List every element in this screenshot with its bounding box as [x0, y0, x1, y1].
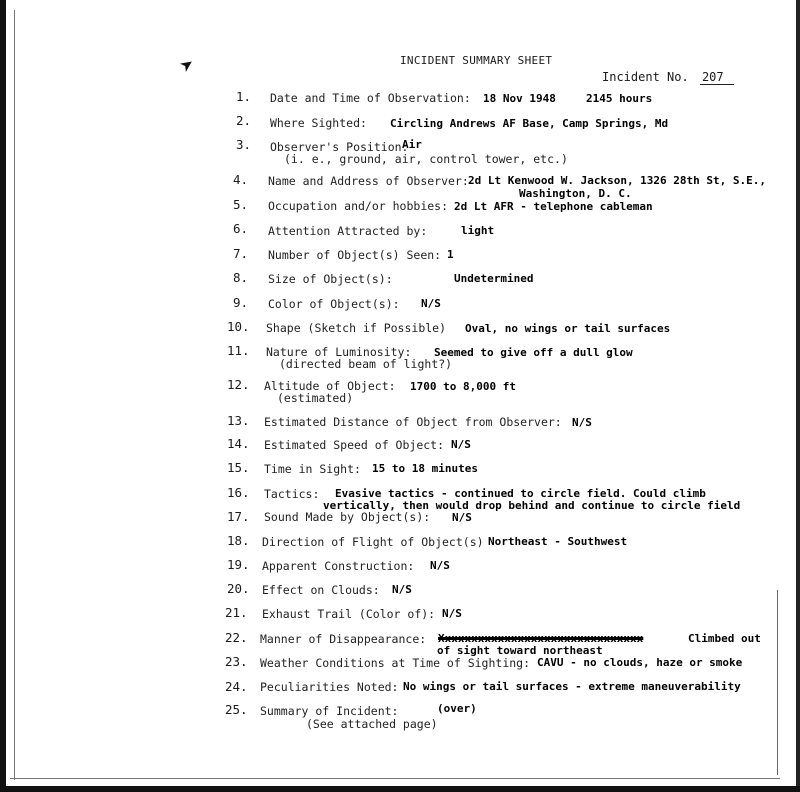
incident-number-label: Incident No. [602, 70, 689, 84]
item-label: Exhaust Trail (Color of): [262, 607, 436, 621]
item-number: 17. [227, 509, 250, 524]
item-number: 4. [233, 172, 249, 187]
item-answer: light [461, 224, 495, 237]
item-number: 2. [236, 113, 252, 128]
item-answer-line2: of sight toward northeast [437, 644, 603, 657]
item-label: Size of Object(s): [268, 272, 393, 286]
item-answer: N/S [451, 438, 471, 451]
incident-number [602, 70, 734, 85]
item-answer-time: 2145 hours [586, 92, 653, 105]
item-label: Altitude of Object: [264, 379, 396, 393]
item-number: 6. [233, 221, 249, 236]
item-label: Occupation and/or hobbies: [268, 199, 449, 213]
item-answer: 15 to 18 minutes [372, 462, 478, 475]
item-number: 16. [227, 485, 250, 500]
scan-edge-bottom [0, 786, 800, 792]
item-answer: 18 Nov 1948 [483, 92, 556, 105]
item-answer: N/S [392, 583, 412, 596]
item-number: 15. [227, 460, 250, 475]
item-number: 14. [227, 436, 250, 451]
item-label: Direction of Flight of Object(s) [262, 535, 484, 549]
item-sublabel: (i. e., ground, air, control tower, etc.) [284, 152, 568, 166]
item-number: 22. [225, 630, 248, 645]
item-answer: Climbed out [688, 632, 761, 645]
item-label: Time in Sight: [264, 462, 361, 476]
form-border-right [777, 590, 778, 775]
form-border-left [14, 10, 15, 780]
item-number: 23. [225, 654, 248, 669]
item-label: Estimated Speed of Object: [264, 438, 445, 452]
item-number: 21. [225, 605, 248, 620]
scan-edge-right [796, 0, 800, 792]
item-label: Estimated Distance of Object from Observer: [264, 415, 562, 429]
item-answer: Evasive tactics - continued to circle field. Could climb [335, 487, 706, 500]
item-label: Date and Time of Observation: [270, 91, 471, 105]
item-answer: No wings or tail surfaces - extreme maneuverability [403, 680, 741, 693]
item-label: Sound Made by Object(s): [264, 510, 431, 524]
item-label: Tactics: [264, 487, 320, 501]
item-answer: Seemed to give off a dull glow [434, 346, 633, 359]
item-answer: Air [402, 138, 422, 151]
item-answer: 1700 to 8,000 ft [410, 380, 516, 393]
item-number: 1. [236, 89, 252, 104]
item-answer: Circling Andrews AF Base, Camp Springs, Md [390, 117, 669, 130]
item-label: Name and Address of Observer: [268, 174, 469, 188]
item-label: Weather Conditions at Time of Sighting: [260, 656, 531, 670]
item-label: Summary of Incident: [260, 704, 399, 718]
item-label: Nature of Luminosity: [266, 345, 412, 359]
item-sublabel: (See attached page) [306, 717, 438, 731]
item-answer: 2d Lt AFR - telephone cableman [454, 200, 653, 213]
item-number: 20. [227, 581, 250, 596]
item-answer: CAVU - no clouds, haze or smoke [537, 656, 743, 669]
item-label: Number of Object(s) Seen: [268, 248, 442, 262]
item-answer-line2: Washington, D. C. [519, 187, 632, 200]
item-sublabel: (directed beam of light?) [279, 357, 453, 371]
item-answer: (over) [437, 702, 477, 715]
item-number: 11. [227, 343, 250, 358]
item-number: 18. [227, 533, 250, 548]
pen-mark-icon: ➤ [175, 52, 198, 77]
item-answer: 1 [447, 248, 454, 261]
item-answer: Northeast - Southwest [488, 535, 628, 548]
form-border-bottom [10, 778, 780, 779]
item-sublabel: (estimated) [277, 391, 354, 405]
item-answer: N/S [452, 511, 472, 524]
document-title: INCIDENT SUMMARY SHEET [400, 54, 553, 67]
item-label: Apparent Construction: [262, 559, 415, 573]
item-label: Shape (Sketch if Possible) [266, 321, 447, 335]
item-answer: N/S [572, 416, 592, 429]
item-number: 10. [227, 319, 250, 334]
item-answer: N/S [442, 607, 462, 620]
incident-number-value: 207 [700, 70, 734, 85]
scan-edge-left [0, 0, 6, 792]
item-number: 5. [233, 197, 249, 212]
item-number: 24. [225, 679, 248, 694]
item-answer-struck: Xxxxxxxxxxxxxxxxxxxxxxxxxxxxxxx [438, 632, 644, 645]
item-answer: Undetermined [454, 272, 534, 285]
item-label: Color of Object(s): [268, 297, 400, 311]
item-answer: N/S [430, 559, 450, 572]
item-answer-line2: vertically, then would drop behind and continue to circle field [323, 499, 741, 512]
item-label: Effect on Clouds: [262, 583, 380, 597]
item-number: 25. [225, 702, 248, 717]
item-label: Peculiarities Noted: [260, 680, 399, 694]
item-number: 9. [233, 295, 249, 310]
item-number: 12. [227, 377, 250, 392]
item-number: 8. [233, 270, 249, 285]
item-label: Where Sighted: [270, 116, 367, 130]
item-label: Observer's Position: [270, 140, 409, 154]
item-label: Manner of Disappearance: [260, 632, 427, 646]
item-number: 3. [236, 137, 252, 152]
item-answer: 2d Lt Kenwood W. Jackson, 1326 28th St, S.E., [468, 174, 767, 187]
item-number: 7. [233, 246, 249, 261]
item-label: Attention Attracted by: [268, 224, 428, 238]
item-number: 13. [227, 413, 250, 428]
item-answer: N/S [421, 297, 441, 310]
item-answer: Oval, no wings or tail surfaces [465, 322, 671, 335]
item-number: 19. [227, 557, 250, 572]
